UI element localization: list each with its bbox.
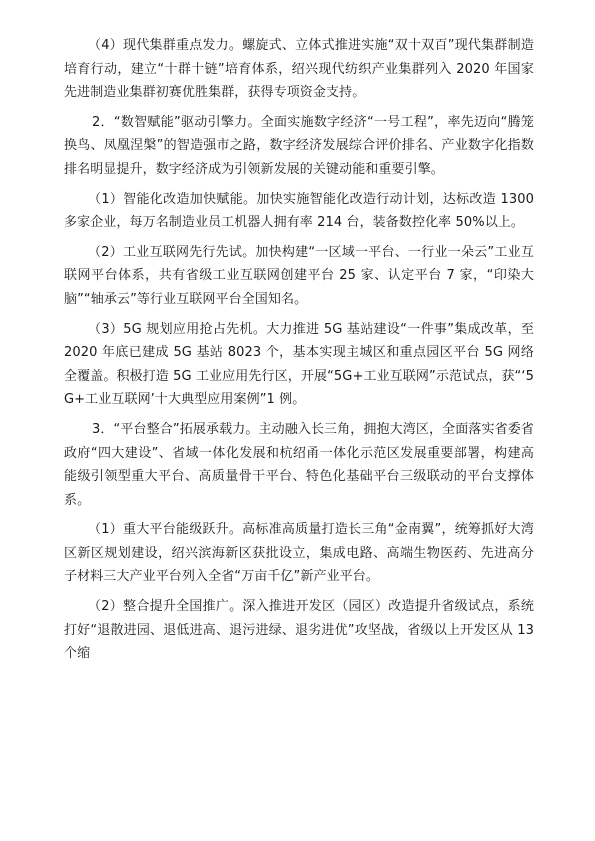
- paragraph-intelligent-transformation: （1）智能化改造加快赋能。加快实施智能化改造行动计划，达标改造 1300 多家企业，每万名制造业员工机器人拥有率 214 台，装备数控化率 50%以上。: [64, 191, 534, 231]
- paragraph-cluster-development: （4）现代集群重点发力。螺旋式、立体式推进实施“双十双百”现代集群制造培育行动，建立“十群十链”培育体系，绍兴现代纺织产业集群列入 2020 年国家先进制造业集群初赛优胜集群，获得专项资金支持。: [64, 38, 534, 101]
- document-page: [64, 34, 534, 672]
- paragraph-5g-planning: （3）5G 规划应用抢占先机。大力推进 5G 基站建设“一件事”集成改革，至 2020 年底已建成 5G 基站 8023 个，基本实现主城区和重点园区平台 5G 网络全覆盖。积极打造 5G 工业应用先行区，开展“5G+工业互联网”示范试点，获“‘5G+工业互联网’十大典型应用案例”1 例。: [64, 321, 534, 408]
- paragraph-integration-promotion: （2）整合提升全国推广。深入推进开发区（园区）改造提升省级试点，系统打好“退散进园、退低进高、退污进绿、退劣进优”攻坚战，省级以上开发区从 13 个缩: [64, 599, 534, 662]
- paragraph-industrial-internet: （2）工业互联网先行先试。加快构建“一区域一平台、一行业一朵云”工业互联网平台体系，共有省级工业互联网创建平台 25 家、认定平台 7 家，“印染大脑”“轴承云”等行业互联网平台全国知名。: [64, 244, 534, 307]
- paragraph-platform-integration: 3．“平台整合”拓展承载力。主动融入长三角，拥抱大湾区，全面落实省委省政府“四大建设”、省域一体化发展和杭绍甬一体化示范区发展重要部署，构建高能级引领型重大平台、高质量骨干平台、特色化基础平台三级联动的平台支撑体系。: [64, 421, 534, 508]
- paragraph-digital-empowerment: 2．“数智赋能”驱动引擎力。全面实施数字经济“一号工程”，率先迈向“腾笼换鸟、凤凰涅槃”的智造强市之路，数字经济发展综合评价排名、产业数字化指数排名明显提升，数字经济成为引领新发展的关键动能和重要引擎。: [64, 114, 534, 177]
- paragraph-major-platforms: （1）重大平台能级跃升。高标准高质量打造长三角“金南翼”，统筹抓好大湾区新区规划建设，绍兴滨海新区获批设立，集成电路、高端生物医药、先进高分子材料三大产业平台列入全省“万亩千亿”新产业平台。: [64, 522, 534, 585]
